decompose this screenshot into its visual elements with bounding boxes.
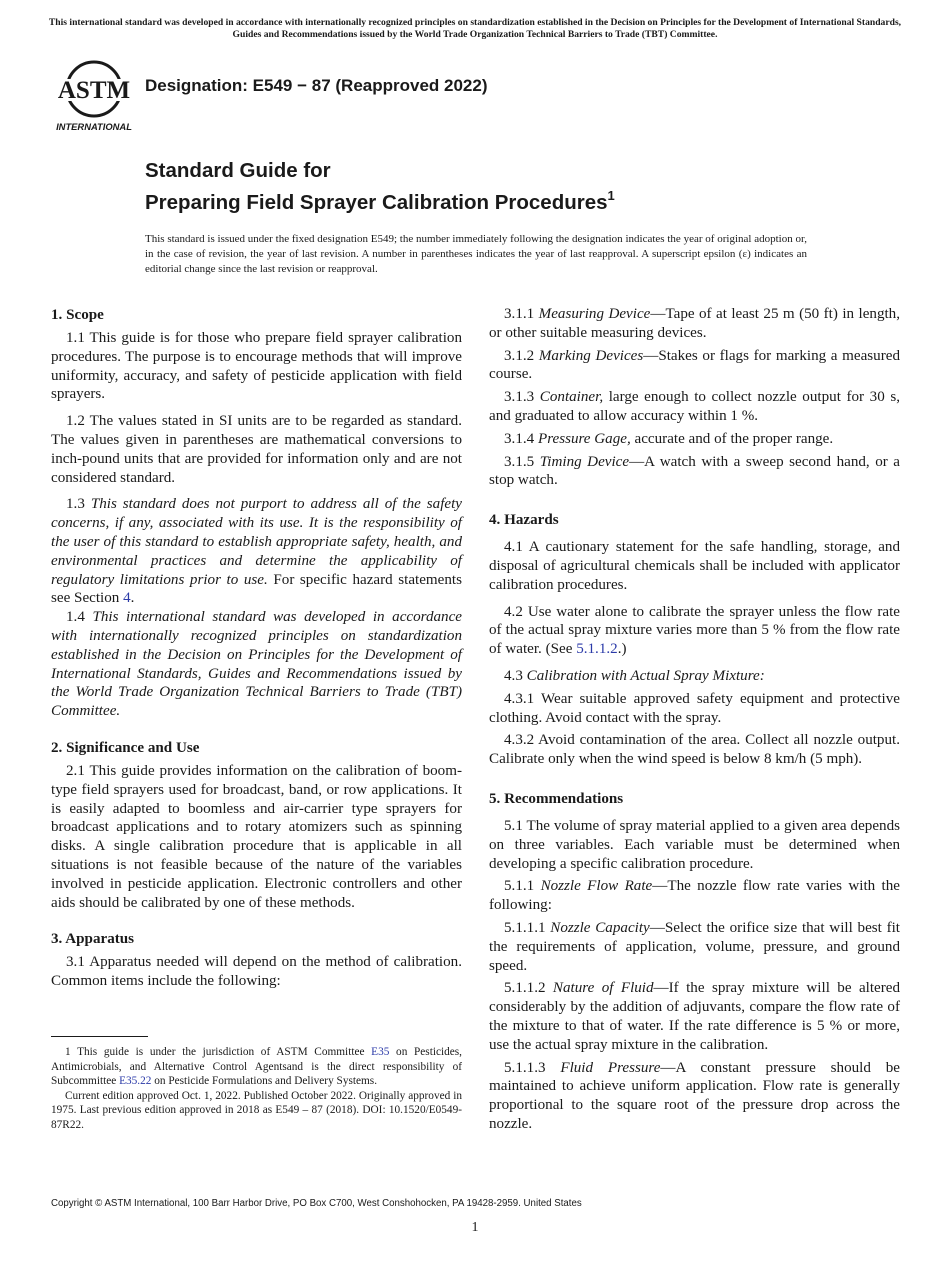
para-3-1-3: 3.1.3 Container, large enough to collect nozzle output for 30 s, and graduated to allow accuracy within 1 %.: [489, 389, 900, 424]
para-1-4: 1.4 This international standard was developed in accordance with internationally recognized principles on standardization established in the Decision on Principles for the Development of International Standards, Guides and Recommendations issued by the World Trade Organization Technical Barriers to Trade (TBT) Committee.: [51, 609, 463, 720]
section-3-heading: 3. Apparatus: [51, 931, 135, 948]
para-3-1-5: 3.1.5 Timing Device—A watch with a sweep second hand, or a stop watch.: [489, 453, 900, 489]
section-2-heading: 2. Significance and Use: [51, 739, 200, 756]
para-5-1-1-1: 5.1.1.1 Nozzle Capacity—Select the orifice size that will best fit the requirements of application, volume, pressure, and ground speed.: [489, 919, 900, 974]
para-5-1-1-2: 5.1.1.2 Nature of Fluid—If the spray mixture will be altered considerably by the addition of adjuvants, compare the flow rate of the mixture to that of water. If the rate difference is 5 % or more, use the actual spray mixture in the calibration.: [489, 980, 901, 1053]
section-1-heading: 1. Scope: [51, 307, 104, 323]
link-section-4[interactable]: 4: [123, 590, 131, 607]
para-1-3: 1.3 This standard does not purport to address all of the safety concerns, if any, associated with its use. It is the responsibility of the user of this standard to establish appropriate safety, health, and environmental practices and determine the applicability of regulatory limitations prior to use. For specific hazard statements see Section 4.: [51, 496, 463, 607]
para-4-3-1: 4.3.1 Wear suitable approved safety equipment and protective clothing. Avoid contact with the spray.: [489, 690, 900, 726]
footnotes: [51, 1045, 462, 1132]
para-2-1: 2.1 This guide provides information on the calibration of boom-type field sprayers used for broadcast, band, or row applications. It is easily adapted to boomless and air-carrier type sprayers for broadcast applications and to rotary atomizers such as spinning disks. A single calibration procedure that is applicable in all situations is not feasible because of the nature of the variables involved in pesticide application. Electronic controllers and other aids should be calibrated by one of these methods.: [51, 762, 462, 911]
right-column: [489, 305, 900, 1134]
para-5-1-1-3: 5.1.1.3 Fluid Pressure—A constant pressure should be maintained to achieve uniform application. Flow rate is generally proportional to the square root of the pressure drop across the nozzle.: [489, 1059, 900, 1132]
link-e35[interactable]: E35: [371, 1046, 390, 1058]
logo-subtext: INTERNATIONAL: [56, 121, 132, 132]
para-3-1-1: 3.1.1 Measuring Device—Tape of at least 25 m (50 ft) in length, or other suitable measuring devices.: [489, 306, 900, 341]
section-4-heading: 4. Hazards: [489, 512, 559, 529]
title-footnote-mark: 1: [607, 188, 615, 203]
page-number: 1: [471, 1220, 479, 1235]
para-4-2: 4.2 Use water alone to calibrate the sprayer unless the flow rate of the actual spray mixture varies more than 5 % from the flow rate of water. (See 5.1.1.2.): [489, 603, 900, 658]
para-5-1-1: 5.1.1 Nozzle Flow Rate—The nozzle flow rate varies with the following:: [489, 878, 900, 914]
para-1-2: 1.2 The values stated in SI units are to be regarded as standard. The values given in parentheses are mathematical conversions to inch-pound units that are provided for information only and are not considered standard.: [51, 413, 462, 486]
logo-text: ASTM: [57, 77, 131, 104]
para-3-1: 3.1 Apparatus needed will depend on the method of calibration. Common items include the following:: [51, 954, 462, 990]
link-e35-22[interactable]: E35.22: [119, 1075, 152, 1087]
para-4-1: 4.1 A cautionary statement for the safe handling, storage, and disposal of agricultural chemicals shall be included with applicator calibration procedures.: [489, 539, 900, 593]
section-5-heading: 5. Recommendations: [489, 790, 624, 807]
issued-note: This standard is issued under the fixed designation E549; the number immediately following the designation indicates the year of original adoption or, in the case of revision, the year of last revision. A number in parentheses indicates the year of last reapproval. A superscript epsilon (ε) indicates an editorial change since the last revision or reapproval.: [145, 233, 807, 275]
left-column: [51, 305, 462, 991]
copyright: Copyright © ASTM International, 100 Barr Harbor Drive, PO Box C700, West Conshohocken, PA 19428-2959. United States: [51, 1198, 582, 1209]
link-5-1-1-2[interactable]: 5.1.1.2: [576, 641, 618, 658]
tbt-notice: This international standard was developed in accordance with internationally recognized principles on standardization established in the Decision on Principles for the Development of International Standards, Guides and Recommendations issued by the World Trade Organization Technical Barriers to Trade (TBT) Committee.: [48, 17, 902, 40]
astm-logo: [52, 57, 136, 133]
page-title: [145, 158, 615, 215]
title-line-2: Preparing Field Sprayer Calibration Procedures$^1$: [145, 188, 615, 214]
para-4-3: 4.3 Calibration with Actual Spray Mixture:: [504, 667, 765, 684]
title-line-1: Standard Guide for: [145, 159, 331, 182]
para-3-1-4: 3.1.4 Pressure Gage, accurate and of the proper range.: [504, 430, 834, 447]
designation: Designation: E549 − 87 (Reapproved 2022): [145, 76, 488, 95]
footnote-edition: Current edition approved Oct. 1, 2022. Published October 2022. Originally approved in 1975. Last previous edition approved in 2018 as E549 – 87 (2018). DOI: 10.1520/E0549-87R22.: [51, 1089, 462, 1131]
footnote-rule: [51, 1036, 148, 1037]
para-4-3-2: 4.3.2 Avoid contamination of the area. Collect all nozzle output. Calibrate only when the wind speed is below 8 km/h (5 mph).: [489, 732, 900, 768]
para-3-1-2: 3.1.2 Marking Devices—Stakes or flags for marking a measured course.: [489, 347, 900, 383]
footnote-1: 1 This guide is under the jurisdiction of ASTM Committee E35 on Pesticides, Antimicrobials, and Alternative Control Agentsand is the direct responsibility of Subcommittee E35.22 on Pesticide Formulations and Delivery Systems.: [51, 1046, 463, 1087]
para-1-1: 1.1 This guide is for those who prepare field sprayer calibration procedures. The purpose is to encourage methods that will improve uniformity, accuracy, and safety of pesticide application with field sprayers.: [51, 330, 462, 403]
para-5-1: 5.1 The volume of spray material applied to a given area depends on three variables. Each variable must be determined when developing a specific calibration procedure.: [489, 817, 900, 872]
